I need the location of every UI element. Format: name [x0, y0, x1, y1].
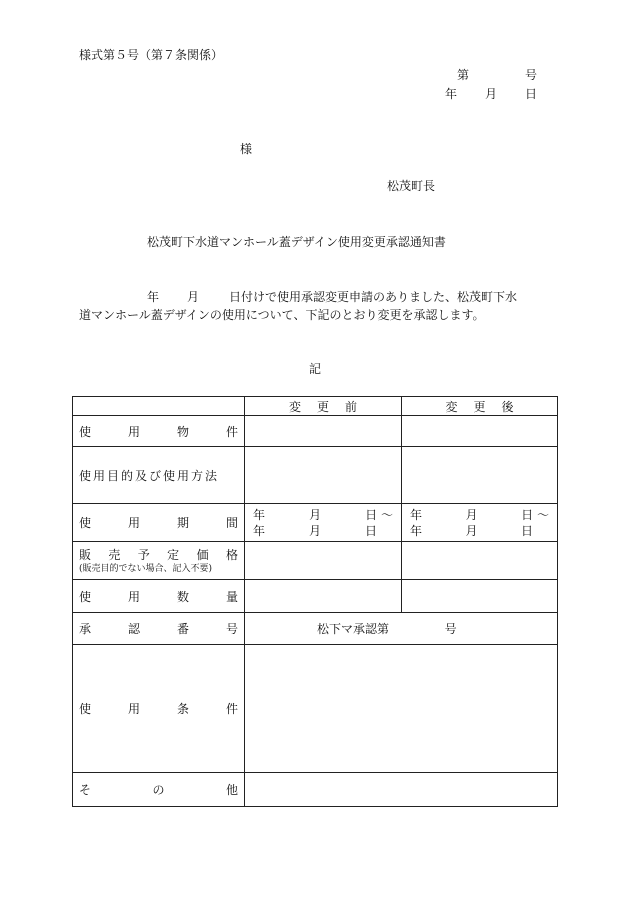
price-after-cell[interactable]	[402, 542, 558, 580]
quantity-before-cell[interactable]	[245, 580, 402, 613]
approval-number-cell[interactable]	[245, 613, 558, 645]
quantity-after-cell[interactable]	[402, 580, 558, 613]
body-year: 年	[147, 290, 160, 304]
date-month: 月	[485, 87, 498, 101]
purpose-before-cell[interactable]	[245, 447, 402, 504]
form-number: 様式第５号（第７条関係）	[79, 48, 224, 62]
purpose-after-cell[interactable]	[402, 447, 558, 504]
row-item	[73, 416, 558, 447]
ki-heading: 記	[309, 362, 322, 376]
period-before-cell[interactable]	[245, 504, 402, 542]
period-before-start: 年 月 日 〜	[253, 507, 393, 522]
price-before-cell[interactable]	[245, 542, 402, 580]
row-purpose	[73, 447, 558, 504]
label-quantity: 使 用 数 量	[73, 580, 245, 613]
body-line1: 日付けで使用承認変更申請のありました、松茂町下水	[229, 290, 518, 304]
label-purpose: 使用目的及び使用方法	[73, 447, 245, 504]
label-conditions: 使 用 条 件	[73, 645, 245, 773]
addressee-suffix: 様	[240, 142, 253, 156]
conditions-cell[interactable]	[245, 645, 558, 773]
header-row	[73, 397, 558, 416]
period-before-end: 年 月 日	[253, 523, 377, 538]
other-cell[interactable]	[245, 773, 558, 807]
row-quantity	[73, 580, 558, 613]
date-year: 年	[445, 87, 458, 101]
body-month: 月	[187, 290, 200, 304]
header-after: 変 更 後	[402, 397, 558, 416]
approval-prefix: 松下マ承認第	[317, 622, 390, 636]
header-blank	[73, 397, 245, 416]
approval-table	[72, 396, 558, 807]
header-before: 変 更 前	[245, 397, 402, 416]
label-price: 販 売 予 定 価 格 (販売目的でない場合、記入不要)	[73, 542, 245, 580]
item-before-cell[interactable]	[245, 416, 402, 447]
date-day: 日	[525, 87, 538, 101]
row-other	[73, 773, 558, 807]
row-price	[73, 542, 558, 580]
row-approval-number	[73, 613, 558, 645]
doc-number-prefix: 第	[457, 68, 470, 82]
issuer: 松茂町長	[387, 179, 436, 193]
period-after-cell[interactable]	[402, 504, 558, 542]
price-note: (販売目的でない場合、記入不要)	[79, 564, 213, 574]
item-after-cell[interactable]	[402, 416, 558, 447]
row-conditions	[73, 645, 558, 773]
period-after-start: 年 月 日 〜	[410, 507, 549, 522]
doc-number-suffix: 号	[525, 68, 538, 82]
label-period: 使 用 期 間	[73, 504, 245, 542]
label-approval-number: 承 認 番 号	[73, 613, 245, 645]
row-period	[73, 504, 558, 542]
body-line2: 道マンホール蓋デザインの使用について、下記のとおり変更を承認します。	[79, 308, 485, 322]
label-item: 使 用 物 件	[73, 416, 245, 447]
label-other: そ の 他	[73, 773, 245, 807]
approval-suffix: 号	[444, 622, 457, 636]
period-after-end: 年 月 日	[410, 523, 533, 538]
document-title: 松茂町下水道マンホール蓋デザイン使用変更承認通知書	[147, 235, 446, 249]
